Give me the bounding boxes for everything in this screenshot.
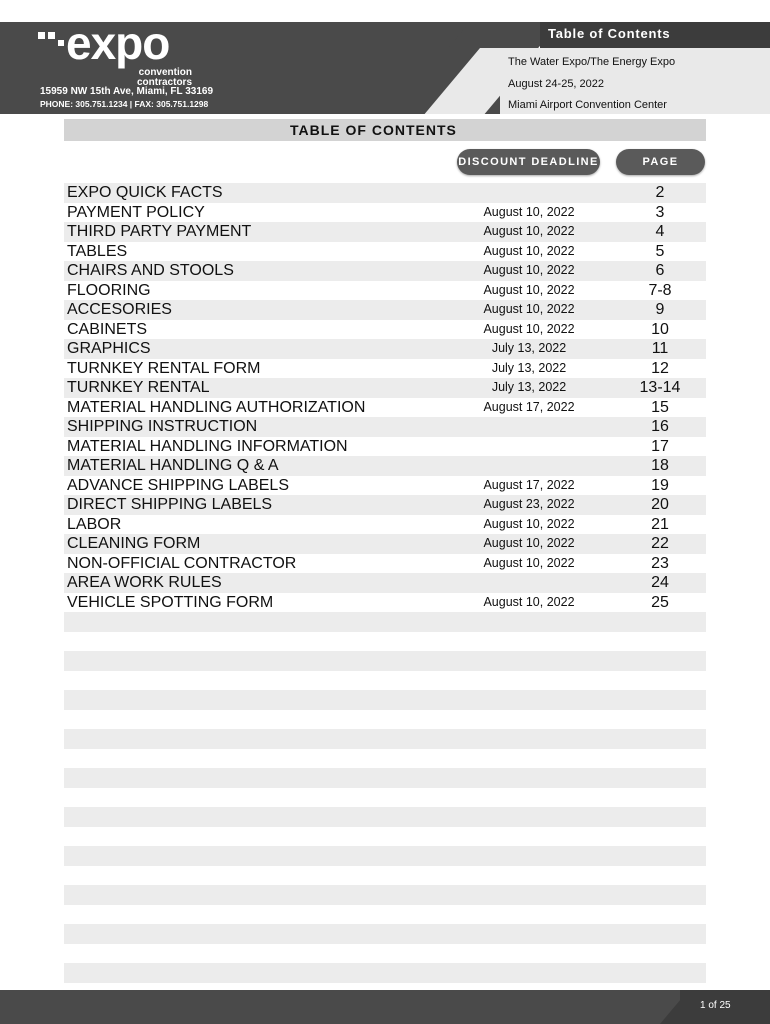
page-indicator: 1 of 25 (700, 1000, 731, 1011)
toc-row-page: 18 (651, 457, 669, 474)
toc-row-title: VEHICLE SPOTTING FORM (67, 593, 274, 611)
toc-row (64, 944, 706, 964)
toc-row-page: 3 (655, 203, 665, 221)
toc-row (64, 612, 706, 632)
toc-row[interactable] (64, 417, 706, 437)
toc-row-page: 9 (655, 301, 665, 318)
toc-row-title: AREA WORK RULES (67, 574, 222, 591)
toc-row-page: 20 (651, 496, 669, 513)
toc-row[interactable] (64, 203, 706, 223)
toc-row (64, 671, 706, 691)
toc-row-deadline: August 10, 2022 (483, 321, 575, 336)
document-header (0, 17, 770, 114)
toc-row[interactable] (64, 222, 706, 242)
expo-logo (38, 17, 198, 88)
toc-row-title: TURNKEY RENTAL (67, 379, 210, 396)
toc-row[interactable] (64, 515, 706, 535)
toc-row-deadline: August 10, 2022 (483, 536, 575, 550)
toc-row-deadline: August 17, 2022 (483, 399, 575, 414)
toc-row-title: SHIPPING INSTRUCTION (67, 418, 258, 435)
company-phone-fax: PHONE: 305.751.1234 | FAX: 305.751.1298 (40, 99, 209, 109)
toc-row-title: GRAPHICS (67, 340, 151, 357)
toc-row-deadline: August 10, 2022 (483, 282, 575, 297)
toc-row-title: MATERIAL HANDLING INFORMATION (67, 437, 348, 455)
toc-row-page: 6 (655, 262, 665, 279)
company-address: 15959 NW 15th Ave, Miami, FL 33169 (40, 86, 214, 97)
toc-row[interactable] (64, 593, 706, 613)
toc-row[interactable] (64, 242, 706, 262)
toc-row-deadline: August 17, 2022 (483, 477, 575, 492)
toc-row (64, 846, 706, 866)
event-dates: August 24-25, 2022 (508, 77, 605, 90)
toc-row-page: 15 (651, 398, 669, 416)
toc-row (64, 885, 706, 905)
toc-row[interactable] (64, 554, 706, 574)
toc-row (64, 768, 706, 788)
toc-row-deadline: August 10, 2022 (483, 516, 575, 531)
toc-row-title: LABOR (67, 515, 122, 533)
toc-row[interactable] (64, 398, 706, 418)
toc-row (64, 690, 706, 710)
toc-row-page: 21 (651, 515, 669, 533)
toc-row[interactable] (64, 261, 706, 281)
toc-row-title: MATERIAL HANDLING AUTHORIZATION (67, 398, 366, 416)
toc-row-title: MATERIAL HANDLING Q & A (67, 457, 279, 474)
toc-row-deadline: August 10, 2022 (483, 263, 575, 277)
toc-row-title: THIRD PARTY PAYMENT (67, 223, 252, 240)
toc-row-title: NON-OFFICIAL CONTRACTOR (67, 554, 297, 572)
toc-row[interactable] (64, 339, 706, 359)
toc-row-title: ADVANCE SHIPPING LABELS (67, 476, 289, 494)
toc-row-title: CABINETS (67, 320, 148, 338)
toc-row[interactable] (64, 359, 706, 379)
toc-row-deadline: August 10, 2022 (483, 302, 575, 316)
toc-row (64, 729, 706, 749)
toc-row-page: 4 (655, 223, 665, 240)
toc-row[interactable] (64, 437, 706, 457)
toc-row-page: 22 (651, 535, 669, 552)
toc-row[interactable] (64, 476, 706, 496)
toc-row-deadline: July 13, 2022 (491, 341, 567, 355)
discount-deadline-column-header: DISCOUNT DEADLINE (457, 149, 600, 175)
toc-row (64, 866, 706, 886)
logo-wordmark: expo (66, 17, 170, 69)
toc-row-page: 19 (651, 476, 669, 494)
event-info (508, 52, 675, 117)
company-address-block (40, 86, 213, 110)
toc-row-title: EXPO QUICK FACTS (67, 184, 223, 201)
toc-row (64, 924, 706, 944)
toc-row (64, 827, 706, 847)
toc-list (64, 183, 706, 983)
toc-row-deadline: August 10, 2022 (483, 594, 575, 609)
toc-row-deadline: August 10, 2022 (483, 224, 575, 238)
toc-row-page: 5 (655, 242, 665, 260)
toc-row-page: 12 (651, 359, 669, 377)
toc-row[interactable] (64, 495, 706, 515)
toc-row-page: 25 (651, 593, 669, 611)
toc-row[interactable] (64, 378, 706, 398)
toc-row-deadline: July 13, 2022 (491, 360, 567, 375)
logo-sub-line2: contractors (136, 77, 192, 88)
logo-dots-icon (38, 32, 64, 56)
footer-band (0, 990, 770, 1024)
toc-row-title: TURNKEY RENTAL FORM (67, 359, 261, 377)
toc-row (64, 710, 706, 730)
toc-row-page: 13-14 (639, 379, 681, 396)
toc-row[interactable] (64, 534, 706, 554)
toc-row (64, 632, 706, 652)
toc-heading: TABLE OF CONTENTS (290, 122, 457, 138)
toc-row-title: FLOORING (67, 281, 151, 299)
toc-row (64, 807, 706, 827)
toc-row-page: 24 (651, 574, 669, 591)
toc-row-deadline: July 13, 2022 (491, 380, 567, 394)
toc-row-title: TABLES (67, 242, 128, 260)
toc-row-deadline: August 10, 2022 (483, 243, 575, 258)
event-venue: Miami Airport Convention Center (508, 99, 667, 111)
toc-row[interactable] (64, 456, 706, 476)
toc-row-deadline: August 10, 2022 (483, 204, 575, 219)
toc-row-deadline: August 10, 2022 (483, 555, 575, 570)
toc-row-deadline: August 23, 2022 (483, 497, 575, 511)
toc-row-page: 11 (651, 340, 669, 357)
toc-row (64, 651, 706, 671)
toc-row (64, 749, 706, 769)
document-title: Table of Contents (548, 26, 671, 41)
toc-row[interactable] (64, 300, 706, 320)
toc-row-title: ACCESORIES (67, 301, 172, 318)
toc-row (64, 963, 706, 983)
toc-row-page: 10 (651, 320, 669, 338)
toc-row (64, 788, 706, 808)
toc-row[interactable] (64, 320, 706, 340)
toc-row-page: 16 (651, 418, 669, 435)
page-column-header: PAGE (616, 149, 705, 175)
toc-row[interactable] (64, 281, 706, 301)
toc-row-title: PAYMENT POLICY (67, 203, 205, 221)
toc-row-title: CHAIRS AND STOOLS (67, 262, 234, 279)
toc-row[interactable] (64, 573, 706, 593)
logo-subtitle (134, 68, 192, 88)
toc-row (64, 905, 706, 925)
logo-sub-line1: convention (138, 67, 192, 78)
toc-row-title: DIRECT SHIPPING LABELS (67, 496, 273, 513)
toc-row-page: 23 (651, 554, 669, 572)
toc-row-title: CLEANING FORM (67, 535, 201, 552)
toc-row-page: 2 (655, 184, 665, 201)
toc-row[interactable] (64, 183, 706, 203)
toc-row-page: 7-8 (648, 281, 672, 299)
toc-row-page: 17 (651, 437, 669, 455)
event-name: The Water Expo/The Energy Expo (508, 56, 676, 68)
